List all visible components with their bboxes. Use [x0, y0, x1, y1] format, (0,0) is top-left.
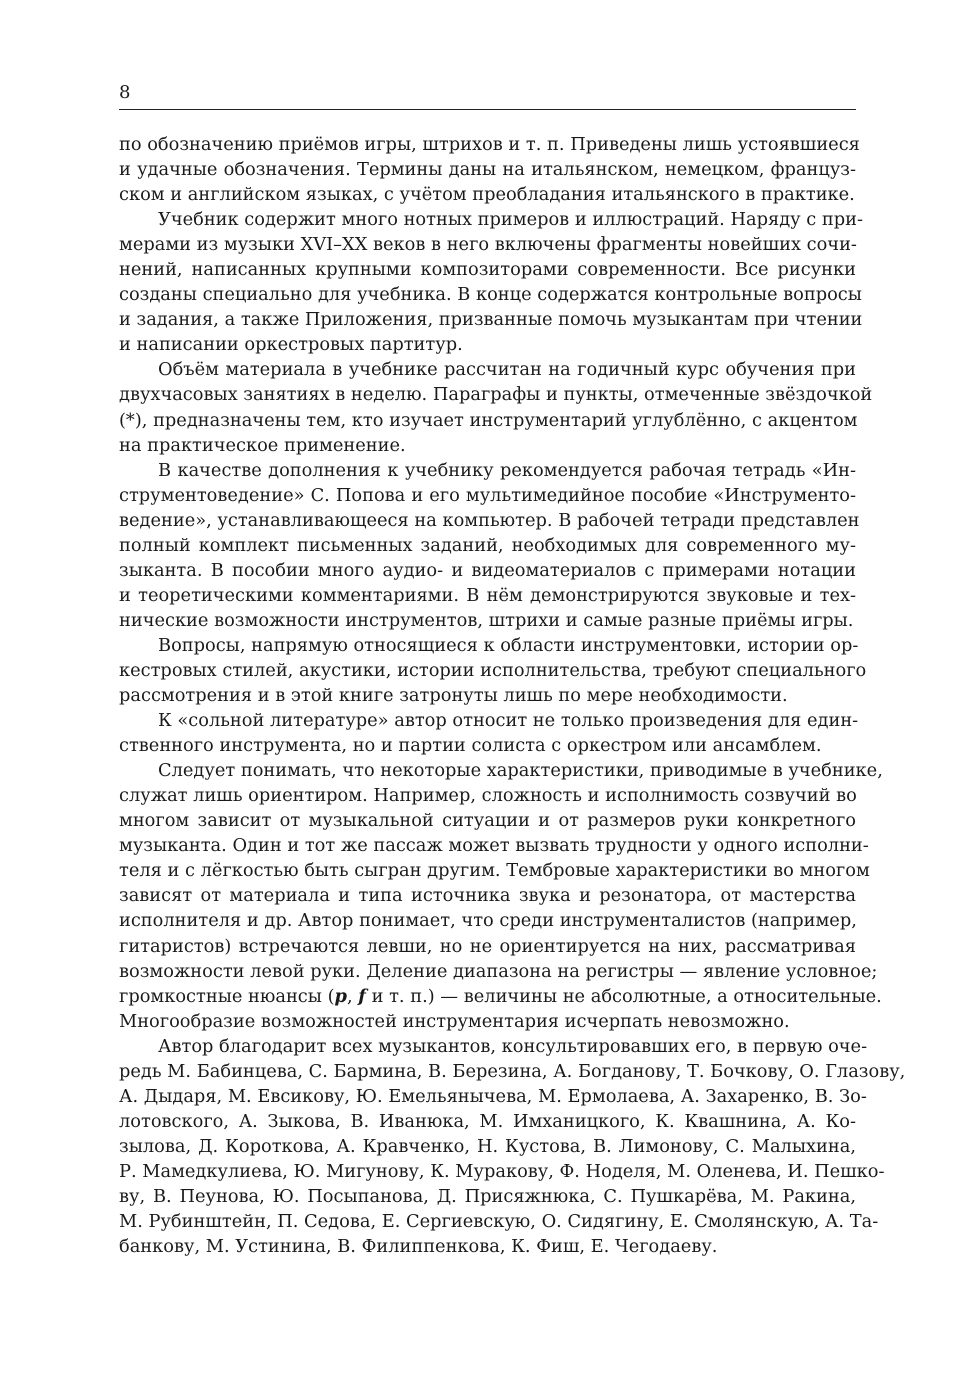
paragraph-4	[119, 458, 860, 633]
paragraph-1	[119, 132, 860, 207]
paragraph-2	[119, 207, 863, 357]
text-line: возможности левой руки. Деление диапазона на регистры — явление условное;	[119, 960, 878, 982]
text-line: на практическое применение.	[119, 434, 406, 456]
text-line: служат лишь ориентиром. Например, сложность и исполнимость созвучий во	[119, 785, 857, 807]
text-line: кестровых стилей, акустики, истории исполнительства, требуют специального	[119, 659, 867, 681]
text-line: рассмотрения и в этой книге затронуты лишь по мере необходимости.	[119, 685, 788, 707]
text-line: музыканта. Один и тот же пассаж может вызвать трудности у одного исполни-	[119, 835, 869, 857]
text-line: ведение», устанавливающееся на компьютер. В рабочей тетради представлен	[119, 509, 860, 531]
text-line: и задания, а также Приложения, призванные помочь музыкантам при чтении	[119, 309, 863, 331]
text-line: Объём материала в учебнике рассчитан на годичный курс обучения при	[158, 359, 856, 381]
text-line: К «сольной литературе» автор относит не только произведения для един-	[158, 710, 859, 732]
text-line: Многообразие возможностей инструментария исчерпать невозможно.	[119, 1010, 790, 1032]
page-header	[119, 80, 856, 110]
text-line: лотовского, А. Зыкова, В. Иванюка, М. Имханицкого, К. Квашнина, А. Ко-	[119, 1110, 856, 1132]
text-line: зылова, Д. Короткова, А. Кравченко, Н. Кустова, В. Лимонову, С. Малыхина,	[119, 1135, 856, 1157]
paragraph-5	[119, 633, 867, 708]
text-line: мерами из музыки XVI–XX веков в него включены фрагменты новейших сочи-	[119, 234, 857, 256]
text-line: редь М. Бабинцева, С. Бармина, В. Березина, А. Богданову, Т. Бочкову, О. Глазову,	[119, 1060, 906, 1082]
text-line: теля и с лёгкостью быть сыгран другим. Тембровые характеристики во многом	[119, 860, 870, 882]
text-line: ственного инструмента, но и партии солиста с оркестром или ансамблем.	[119, 735, 822, 757]
forte-dynamic: f	[358, 985, 366, 1007]
text-line: Вопросы, напрямую относящиеся к области инструментовки, истории ор-	[158, 634, 859, 656]
text-line: созданы специально для учебника. В конце содержатся контрольные вопросы	[119, 284, 862, 306]
text-line: В качестве дополнения к учебнику рекомендуется рабочая тетрадь «Ин-	[158, 459, 856, 481]
body-text	[119, 132, 906, 1259]
dynamics-line	[119, 984, 882, 1009]
text-line: Автор благодарит всех музыкантов, консультировавших его, в первую оче-	[158, 1035, 868, 1057]
text-line: зыканта. В пособии много аудио- и видеоматериалов с примерами нотации	[119, 559, 856, 581]
text-line: нические возможности инструментов, штрихи и самые разные приёмы игры.	[119, 609, 854, 631]
text-line: нений, написанных крупными композиторами современности. Все рисунки	[119, 259, 856, 281]
page-number: 8	[119, 82, 131, 103]
text-line: зависят от материала и типа источника звука и резонатора, от мастерства	[119, 885, 856, 907]
text-segment: ,	[346, 985, 359, 1007]
text-line: банкову, М. Устинина, В. Филиппенкова, К. Фиш, Е. Чегодаеву.	[119, 1236, 718, 1258]
paragraph-3	[119, 357, 873, 457]
text-line: полный комплект письменных заданий, необходимых для современного му-	[119, 534, 856, 556]
text-line: и написании оркестровых партитур.	[119, 334, 463, 356]
text-line: двухчасовых занятиях в неделю. Параграфы и пункты, отмеченные звёздочкой	[119, 384, 873, 406]
paragraph-7	[119, 758, 883, 1034]
text-line: ском и английском языках, с учётом преобладания итальянского в практике.	[119, 184, 855, 206]
paragraph-8	[119, 1034, 906, 1259]
text-line: (*), предназначены тем, кто изучает инструментарий углублённо, с акцентом	[119, 409, 858, 431]
text-segment: громкостные нюансы (	[119, 985, 335, 1007]
paragraph-6	[119, 708, 859, 758]
text-line: Следует понимать, что некоторые характеристики, приводимые в учебнике,	[158, 760, 883, 782]
text-line: и теоретическими комментариями. В нём демонстрируются звуковые и тех-	[119, 584, 856, 606]
text-segment: и т. п.) — величины не абсолютные, а относительные.	[365, 985, 882, 1007]
text-line: М. Рубинштейн, П. Седова, Е. Сергиевскую, О. Сидягину, Е. Смолянскую, А. Та-	[119, 1211, 879, 1233]
text-line: струментоведение» С. Попова и его мультимедийное пособие «Инструменто-	[119, 484, 856, 506]
text-line: по обозначению приёмов игры, штрихов и т. п. Приведены лишь устоявшиеся	[119, 134, 860, 155]
text-line: ву, В. Пеунова, Ю. Посыпанова, Д. Присяжнюка, С. Пушкарёва, М. Ракина,	[119, 1185, 856, 1207]
text-line: и удачные обозначения. Термины даны на итальянском, немецком, француз-	[119, 159, 856, 181]
text-line: Учебник содержит много нотных примеров и иллюстраций. Наряду с при-	[158, 209, 863, 231]
piano-dynamic: p	[334, 985, 347, 1007]
text-line: Р. Мамедкулиева, Ю. Мигунову, К. Муракову, Ф. Ноделя, М. Оленева, И. Пешко-	[119, 1160, 885, 1182]
text-line: гитаристов) встречаются левши, но не ориентируется на них, рассматривая	[119, 935, 856, 957]
text-line: многом зависит от музыкальной ситуации и от размеров руки конкретного	[119, 810, 856, 832]
text-line: исполнителя и др. Автор понимает, что среди инструменталистов (например,	[119, 910, 857, 932]
text-line: А. Дыдаря, М. Евсикову, Ю. Емельянычева, М. Ермолаева, А. Захаренко, В. Зо-	[119, 1085, 867, 1107]
